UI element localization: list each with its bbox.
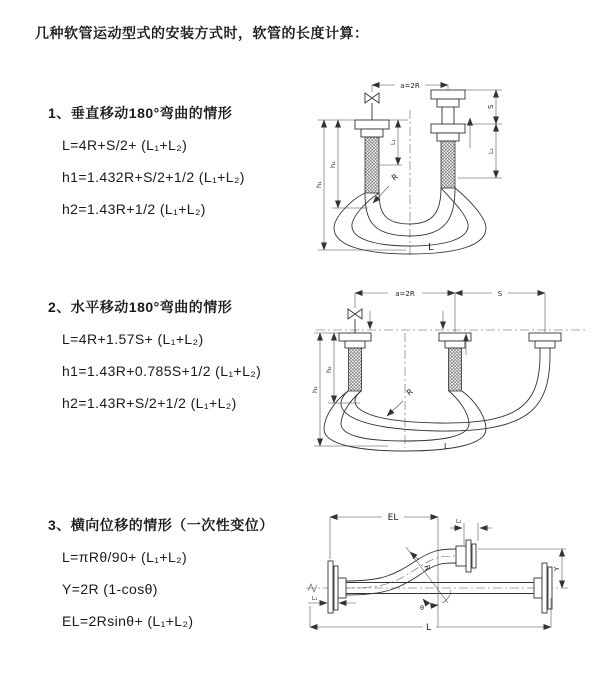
section-1-heading: 1、垂直移动180°弯曲的情形 (48, 105, 233, 121)
radius-label: R (404, 387, 415, 398)
formula-line: h2=1.43R+S/2+1/2 (L₁+L₂) (62, 395, 237, 411)
dim-l1-label: L₁ (390, 139, 397, 145)
section-horizontal-180 (48, 298, 261, 412)
diagram-horizontal-180-bend (308, 283, 593, 455)
page-title: 几种软管运动型式的安装方式时，软管的长度计算： (35, 25, 369, 41)
length-label: L (428, 242, 434, 253)
dim-l2-label: L₂ (456, 519, 462, 525)
section-lateral-displacement (48, 516, 274, 630)
dim-h2-label: h₂ (325, 366, 333, 373)
dim-l2-label: L₂ (488, 148, 495, 154)
right-pipe-fitting (529, 333, 561, 355)
dim-s-label: S (497, 290, 503, 298)
radius-label: R (422, 564, 433, 572)
formula-line: EL=2Rsinθ+ (L₁+L₂) (62, 613, 194, 629)
length-label: L (444, 442, 449, 451)
angle-theta-label: θ (420, 604, 424, 612)
length-label: L (426, 623, 432, 633)
formula-line: h1=1.43R+0.785S+1/2 (L₁+L₂) (62, 363, 262, 379)
formula-line: h1=1.432R+S/2+1/2 (L₁+L₂) (62, 169, 245, 185)
dim-y-label: Y (553, 566, 561, 571)
left-pipe-fitting (355, 120, 389, 193)
hose-displaced-position (346, 540, 476, 595)
angle-construction (406, 547, 451, 605)
diagram-vertical-180-bend (310, 68, 590, 258)
left-flange (328, 561, 346, 613)
dim-h1-label: h₁ (315, 181, 323, 188)
formula-line: L=4R+1.57S+ (L₁+L₂) (62, 331, 204, 347)
break-mark-icon (308, 584, 317, 592)
radius-label: R (389, 172, 400, 183)
dim-s-label: S (487, 104, 495, 109)
section-3-heading: 3、横向位移的情形（一次性变位） (48, 517, 274, 533)
dim-l1-label: L₁ (312, 596, 318, 602)
dim-el-label: EL (387, 513, 399, 523)
dim-h2-label: h₂ (329, 161, 337, 168)
section-2-heading: 2、水平移动180°弯曲的情形 (48, 299, 233, 315)
diagram-lateral-displacement (298, 503, 598, 638)
dim-a-2r-label: a=2R (400, 82, 420, 90)
formula-line: h2=1.43R+1/2 (L₁+L₂) (62, 201, 206, 217)
section-vertical-180 (48, 104, 245, 218)
formula-line: L=4R+S/2+ (L₁+L₂) (62, 137, 188, 153)
left-pipe-fitting (339, 333, 371, 391)
dim-h1-label: h₁ (311, 386, 319, 393)
valve-icon (365, 93, 379, 120)
right-pipe-fitting (431, 90, 465, 188)
formula-line: Y=2R (1-cosθ) (62, 581, 158, 597)
dim-a-2r-label: a=2R (395, 290, 415, 298)
formula-line: L=πRθ/90+ (L₁+L₂) (62, 549, 188, 565)
valve-icon (348, 309, 362, 333)
